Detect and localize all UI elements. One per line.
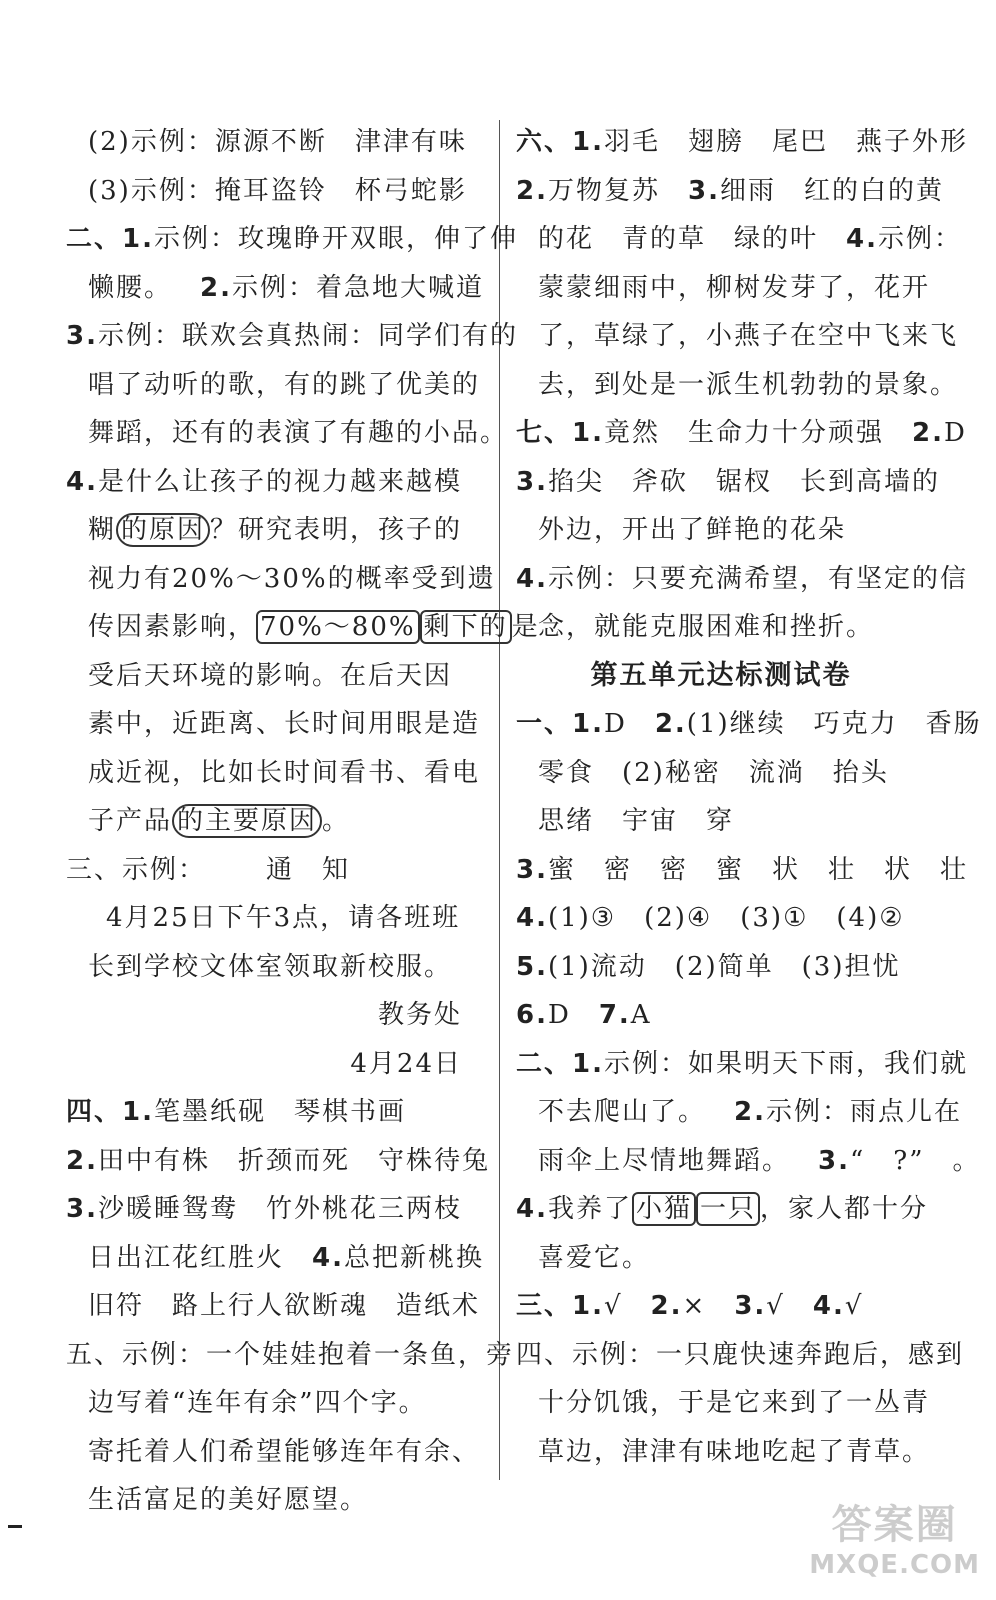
answer-line: 六、1.羽毛 翅膀 尾巴 燕子外形 [516, 127, 968, 157]
page-mark [8, 1525, 22, 1528]
answer-line: 3.蜜 密 密 蜜 状 壮 状 壮 [516, 854, 968, 885]
answer-line: 边写着“连年有余”四个字。 [88, 1388, 427, 1418]
answer-line: 受后天环境的影响。在后天因 [88, 660, 453, 691]
answer-line: 三、示例： 通 知 [66, 854, 351, 885]
answer-line: 4.示例：只要充满希望，有坚定的信 [516, 563, 968, 594]
answer-line: 不去爬山了。 2.示例：雨点儿在 [538, 1097, 962, 1127]
boxed-text: 70%～80% [256, 610, 420, 644]
answer-line: (2)示例：源源不断 津津有味 [88, 127, 467, 157]
answer-line: 一、1.D 2.(1)继续 巧克力 香肠 [516, 709, 982, 739]
answer-line: 外边，开出了鲜艳的花朵 [538, 515, 847, 545]
watermark: 答案圈 MXQE.COM [809, 1502, 980, 1580]
answer-line: 去，到处是一派生机勃勃的景象。 [538, 369, 959, 400]
answer-line: 5.(1)流动 (2)简单 (3)担忧 [516, 951, 901, 982]
answer-line: 4月25日下午3点，请各班班 [106, 903, 461, 933]
answer-line: 草边，津津有味地吃起了青草。 [538, 1436, 931, 1467]
answer-line: 零食 (2)秘密 流淌 抬头 [538, 757, 889, 788]
answer-line: 雨伞上尽情地舞蹈。 3.“ ?” 。 [538, 1145, 981, 1176]
section-title: 第五单元达标测试卷 [590, 659, 852, 691]
answer-line: 长到学校文体室领取新校服。 [88, 951, 453, 982]
answer-line: 的花 青的草 绿的叶 4.示例： [538, 224, 962, 254]
answer-line: 成近视，比如长时间看书、看电 [88, 757, 481, 788]
answer-line: 七、1.竟然 生命力十分顽强 2.D [516, 418, 967, 448]
answer-line: 素中，近距离、长时间用眼是造 [88, 709, 481, 739]
answer-line: 4.我养了 小猫 一只 ，家人都十分 [516, 1194, 929, 1224]
answer-line: 三、1.√ 2.× 3.√ 4.√ [516, 1291, 864, 1321]
answer-line: 3.示例：联欢会真热闹：同学们有的 [66, 321, 518, 351]
answer-line: 3.沙暖睡鸳鸯 竹外桃花三两枝 [66, 1194, 462, 1224]
answer-line: 生活富足的美好愿望。 [88, 1485, 369, 1515]
answer-line: 唱了动听的歌，有的跳了优美的 [88, 369, 481, 400]
answer-line: 4.是什么让孩子的视力越来越模 [66, 466, 462, 497]
answer-line: 了，草绿了，小燕子在空中飞来飞 [538, 321, 959, 351]
answer-line: 二、1.示例：玫瑰睁开双眼，伸了伸 [66, 224, 518, 254]
answer-line: (3)示例：掩耳盗铃 杯弓蛇影 [88, 175, 467, 206]
answer-line: 视力有20%～30%的概率受到遗 [88, 563, 496, 594]
notice-signature: 教务处 [377, 1000, 462, 1030]
answer-line: 3.掐尖 斧砍 锯杈 长到高墙的 [516, 466, 940, 497]
answer-line: 蒙蒙细雨中，柳树发芽了，花开 [538, 272, 931, 303]
answer-line: 思绪 宇宙 穿 [538, 806, 735, 836]
answer-line: 日出江花红胜火 4.总把新桃换 [88, 1242, 484, 1273]
answer-line: 6.D 7.A [516, 1000, 652, 1030]
circled-text: 的原因 [116, 513, 210, 547]
answer-line: 2.万物复苏 3.细雨 红的白的黄 [516, 175, 944, 206]
right-column [516, 118, 982, 1476]
answer-line: 舞蹈，还有的表演了有趣的小品。 [88, 418, 509, 448]
answer-line: 四、1.笔墨纸砚 琴棋书画 [66, 1097, 406, 1127]
answer-line: 念，就能克服困难和挫折。 [538, 612, 875, 642]
answer-line: 五、示例：一个娃娃抱着一条鱼，旁 [66, 1339, 515, 1370]
answer-line: 寄托着人们希望能够连年有余、 [88, 1436, 481, 1467]
answer-line: 二、1.示例：如果明天下雨，我们就 [516, 1048, 968, 1079]
boxed-text: 小猫 [632, 1192, 696, 1226]
answer-line: 十分饥饿，于是它来到了一丛青 [538, 1388, 931, 1418]
circled-text: 的主要原因 [172, 804, 322, 838]
answer-line: 旧符 路上行人欲断魂 造纸术 [88, 1291, 481, 1321]
left-column [66, 118, 540, 1525]
answer-line: 4.(1)③ (2)④ (3)① (4)② [516, 903, 905, 933]
notice-date: 4月24日 [350, 1048, 462, 1079]
answer-line: 2.田中有株 折颈而死 守株待兔 [66, 1145, 490, 1176]
boxed-text: 一只 [696, 1192, 760, 1226]
answer-line: 糊 的原因 ？研究表明，孩子的 [88, 515, 463, 545]
boxed-text: 剩下的 [420, 610, 512, 644]
answer-line: 传因素影响， 70%～80% 剩下的 是 [88, 612, 540, 642]
answer-line: 子产品 的主要原因 。 [88, 806, 351, 836]
answer-line: 四、示例：一只鹿快速奔跑后，感到 [516, 1339, 965, 1370]
answer-line: 喜爱它。 [538, 1242, 651, 1273]
answer-line: 懒腰。 2.示例：着急地大喊道 [88, 272, 484, 303]
